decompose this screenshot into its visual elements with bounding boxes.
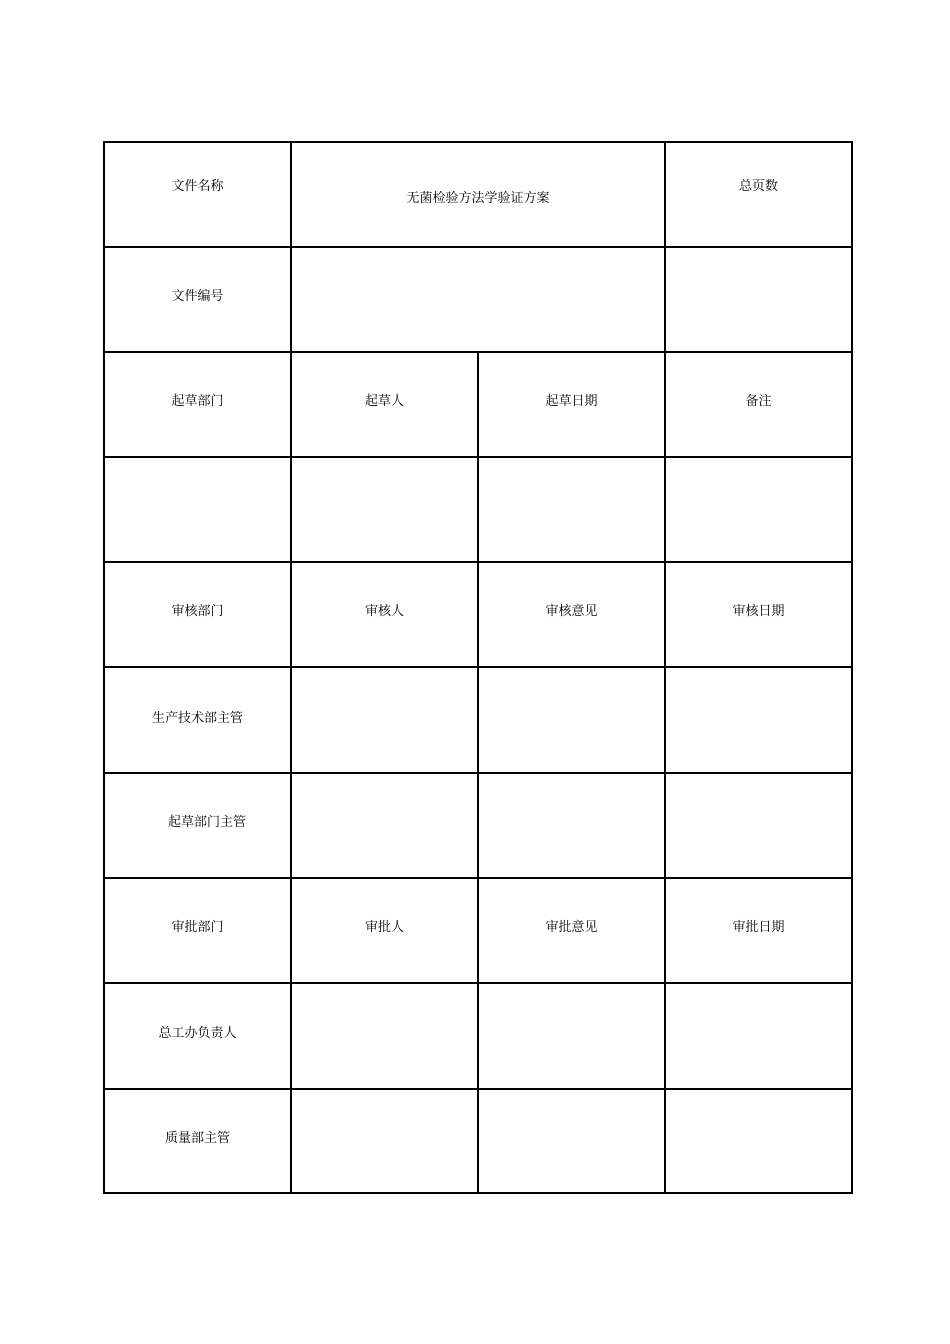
drafting-dept-label-cell [104, 352, 291, 457]
drafter-label: 起草人 [364, 394, 404, 409]
approval-row-1-dept-cell [104, 983, 291, 1089]
review-row-2-dept: 起草部门主管 [167, 815, 246, 830]
drafting-date-value-cell[interactable] [478, 457, 665, 562]
total-pages-label: 总页数 [738, 179, 778, 194]
approval-dept-label-cell [104, 878, 291, 983]
review-dept-label: 审核部门 [171, 604, 224, 619]
review-opinion-label-cell [478, 562, 665, 667]
approval-date-label-cell [665, 878, 852, 983]
review-row-2-person-cell[interactable] [291, 773, 478, 878]
note-value-cell[interactable] [665, 457, 852, 562]
review-date-label-cell [665, 562, 852, 667]
file-name-value-cell [291, 142, 665, 247]
review-row-1-dept-cell [104, 667, 291, 773]
approval-row-1-date-cell[interactable] [665, 983, 852, 1089]
table-row [104, 878, 852, 983]
review-opinion-label: 审核意见 [545, 604, 598, 619]
file-name-label: 文件名称 [171, 179, 224, 194]
table-row [104, 983, 852, 1089]
drafting-date-label-cell [478, 352, 665, 457]
review-dept-label-cell [104, 562, 291, 667]
approval-row-2-opinion-cell[interactable] [478, 1089, 665, 1193]
review-row-1-person-cell[interactable] [291, 667, 478, 773]
drafting-date-label: 起草日期 [545, 394, 598, 409]
drafting-dept-value-cell[interactable] [104, 457, 291, 562]
review-row-1-date-cell[interactable] [665, 667, 852, 773]
review-date-label: 审核日期 [732, 604, 785, 619]
approver-label: 审批人 [364, 920, 404, 935]
note-label-cell [665, 352, 852, 457]
file-number-value-cell[interactable] [291, 247, 665, 352]
table-row [104, 667, 852, 773]
total-pages-value-cell[interactable] [665, 247, 852, 352]
note-label: 备注 [745, 394, 772, 409]
reviewer-label-cell [291, 562, 478, 667]
drafting-dept-label: 起草部门 [171, 394, 224, 409]
total-pages-label-cell [665, 142, 852, 247]
table-row [104, 562, 852, 667]
approver-label-cell [291, 878, 478, 983]
approval-row-1-dept: 总工办负责人 [158, 1025, 237, 1041]
approval-row-1-opinion-cell[interactable] [478, 983, 665, 1089]
file-number-label-cell [104, 247, 291, 352]
table-row [104, 352, 852, 457]
table-row [104, 457, 852, 562]
file-name-label-cell [104, 142, 291, 247]
review-row-2-opinion-cell[interactable] [478, 773, 665, 878]
file-name-value: 无菌检验方法学验证方案 [406, 191, 550, 206]
table-row [104, 773, 852, 878]
review-row-2-date-cell[interactable] [665, 773, 852, 878]
approval-row-2-person-cell[interactable] [291, 1089, 478, 1193]
reviewer-label: 审核人 [364, 604, 404, 619]
approval-dept-label: 审批部门 [171, 920, 224, 935]
table-row [104, 142, 852, 247]
approval-row-1-person-cell[interactable] [291, 983, 478, 1089]
approval-row-2-dept-cell [104, 1089, 291, 1193]
table-row [104, 247, 852, 352]
approval-opinion-label: 审批意见 [545, 920, 598, 935]
review-row-2-dept-cell [104, 773, 291, 878]
approval-row-2-date-cell[interactable] [665, 1089, 852, 1193]
review-row-1-opinion-cell[interactable] [478, 667, 665, 773]
document-approval-table [103, 141, 853, 1194]
review-row-1-dept: 生产技术部主管 [151, 710, 243, 726]
file-number-label: 文件编号 [171, 289, 224, 304]
drafter-value-cell[interactable] [291, 457, 478, 562]
approval-row-2-dept: 质量部主管 [164, 1130, 230, 1146]
approval-opinion-label-cell [478, 878, 665, 983]
drafter-label-cell [291, 352, 478, 457]
table-row [104, 1089, 852, 1193]
approval-date-label: 审批日期 [732, 920, 785, 935]
